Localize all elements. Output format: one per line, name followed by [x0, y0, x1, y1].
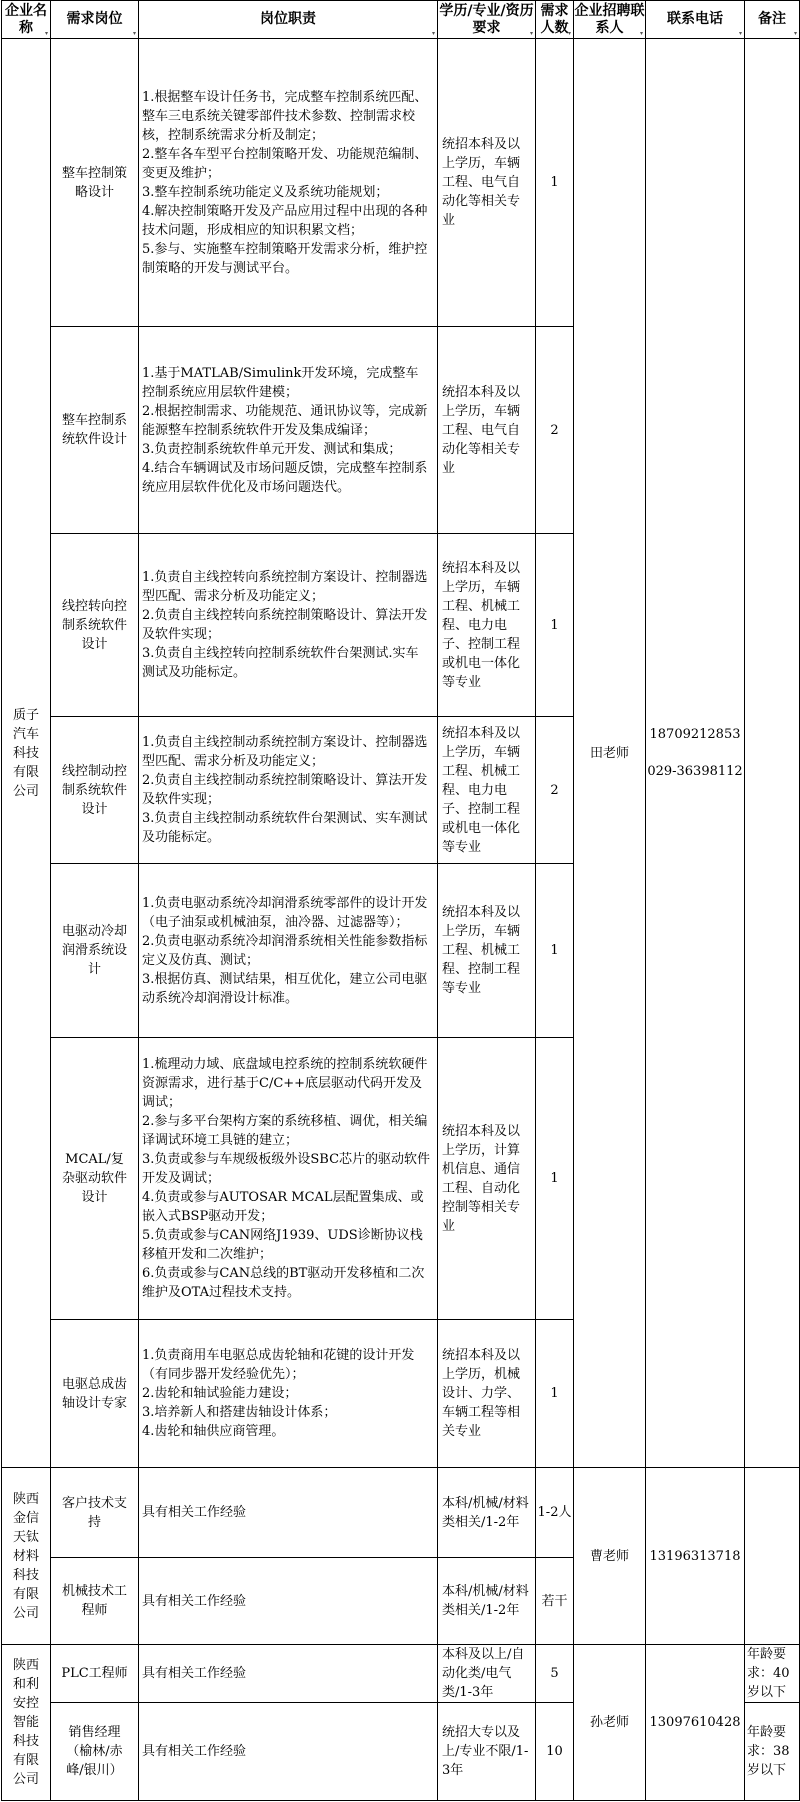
contact-cell: 曹老师	[574, 1468, 646, 1645]
count-cell: 1	[536, 1320, 574, 1468]
requirement-cell: 统招本科及以上学历，车辆工程、电气自动化等相关专业	[438, 39, 536, 327]
duty-item: 6.负责或参与CAN总线的BT驱动开发移植和二次维护及OTA过程技术支持。	[142, 1266, 425, 1300]
post-name: 整车控制策略设计	[51, 39, 139, 327]
duty-item: 1.基于MATLAB/Simulink开发环境，完成整车控制系统应用层软件建模；	[142, 365, 419, 400]
count-cell: 10	[536, 1703, 574, 1801]
requirement-cell: 统招大专以及上/专业不限/1-3年	[438, 1703, 536, 1801]
post-name: 线控制动控制系统软件设计	[51, 717, 139, 864]
count-cell: 2	[536, 327, 574, 534]
post-name: PLC工程师	[51, 1645, 139, 1703]
duties-cell	[139, 327, 438, 534]
duty-item: 2.负责自主线控转向系统控制策略设计、算法开发及软件实现；	[142, 608, 428, 642]
duty-item: 2.负责自主线控制动系统控制策略设计、算法开发及软件实现；	[142, 773, 428, 807]
post-name: 机械技术工程师	[51, 1558, 139, 1645]
header-duties[interactable]: 岗位职责 ▾	[139, 1, 438, 39]
duty-item: 2.整车各车型平台控制策略开发、功能规范编制、变更及维护；	[142, 146, 428, 181]
count-cell: 若干	[536, 1558, 574, 1645]
duties-cell	[139, 534, 438, 717]
duty-item: 4.解决控制策略开发及产品应用过程中出现的各种技术问题，形成相应的知识积累文档；	[142, 203, 428, 238]
phone-cell	[646, 1468, 745, 1645]
duty-item: 具有相关工作经验	[142, 1593, 247, 1609]
post-name: 电驱动冷却润滑系统设计	[51, 864, 139, 1038]
duties-cell	[139, 1038, 438, 1320]
duty-item: 具有相关工作经验	[142, 1505, 247, 1520]
phone-cell	[646, 1645, 745, 1801]
note-cell: 年龄要求：38岁以下	[745, 1703, 800, 1801]
phone-number: 029-36398112	[647, 764, 743, 779]
count-cell: 1	[536, 39, 574, 327]
table-row	[2, 39, 800, 327]
duty-item: 3.负责控制系统软件单元开发、测试和集成；	[142, 441, 402, 457]
duty-item: 3.负责或参与车规级板级外设SBC芯片的驱动软件开发及调试；	[142, 1152, 431, 1186]
header-post[interactable]: 需求岗位 ▾	[51, 1, 139, 39]
phone-number: 18709212853	[649, 727, 741, 742]
company-name: 陕西金信天钛材料科技有限公司	[2, 1468, 51, 1645]
post-name: 电驱总成齿轴设计专家	[51, 1320, 139, 1468]
header-requirements[interactable]: 学历/专业/资历要求 ▾	[439, 2, 534, 37]
duty-item: 2.齿轮和轴试验能力建设；	[142, 1386, 298, 1401]
post-name: 销售经理（榆林/赤峰/银川）	[51, 1703, 139, 1801]
note-cell: 年龄要求：40岁以下	[745, 1645, 800, 1703]
recruitment-table	[1, 0, 800, 1801]
requirement-cell: 本科/机械/材料类相关/1-2年	[438, 1558, 536, 1645]
count-cell: 1-2人	[536, 1468, 574, 1558]
duty-item: 3.培养新人和搭建齿轴设计体系；	[142, 1405, 337, 1420]
duties-cell	[139, 1320, 438, 1468]
phone-number: 13196313718	[649, 1548, 741, 1564]
duties-cell	[139, 717, 438, 864]
header-note[interactable]: 备注 ▾	[745, 1, 800, 39]
phone-number: 13097610428	[649, 1715, 741, 1730]
note-cell	[745, 1468, 800, 1645]
duty-item: 2.根据控制需求、功能规范、通讯协议等，完成新能源整车控制系统软件开发及集成编译；	[142, 403, 428, 438]
requirement-cell: 统招本科及以上学历，机械设计、力学、车辆工程等相关专业	[438, 1320, 536, 1468]
duty-item: 1.负责商用车电驱总成齿轮轴和花键的设计开发（有同步器开发经验优先）；	[142, 1348, 415, 1382]
post-name: 线控转向控制系统软件设计	[51, 534, 139, 717]
duty-item: 5.负责或参与CAN网络J1939、UDS诊断协议栈移植开发和二次维护；	[142, 1228, 423, 1262]
header-contact[interactable]: 企业招聘联系人 ▾	[574, 2, 645, 37]
duty-item: 3.负责自主线控转向控制系统软件台架测试.实车测试及功能标定。	[142, 646, 419, 680]
requirement-cell: 统招本科及以上学历，计算机信息、通信工程、自动化控制等相关专业	[438, 1038, 536, 1320]
requirement-cell: 本科/机械/材料类相关/1-2年	[438, 1468, 536, 1558]
count-cell: 1	[536, 534, 574, 717]
duty-item: 2.参与多平台架构方案的系统移植、调优，相关编译调试环境工具链的建立；	[142, 1114, 428, 1148]
duty-item: 4.齿轮和轴供应商管理。	[142, 1424, 285, 1439]
requirement-cell: 统招本科及以上学历，车辆工程、电气自动化等相关专业	[438, 327, 536, 534]
count-cell: 1	[536, 864, 574, 1038]
requirement-cell: 本科及以上/自动化类/电气类/1-3年	[438, 1645, 536, 1703]
duty-item: 具有相关工作经验	[142, 1666, 247, 1681]
requirement-cell: 统招本科及以上学历，车辆工程、机械工程、电力电子、控制工程或机电一体化等专业	[438, 534, 536, 717]
duty-item: 1.负责电驱动系统冷却润滑系统零部件的设计开发（电子油泵或机械油泵，油冷器、过滤器等）；	[142, 895, 428, 930]
duties-cell	[139, 39, 438, 327]
requirement-cell: 统招本科及以上学历，车辆工程、机械工程、电力电子、控制工程或机电一体化等专业	[438, 717, 536, 864]
requirement-cell: 统招本科及以上学历，车辆工程、机械工程、控制工程等专业	[438, 864, 536, 1038]
header-row	[2, 1, 800, 39]
duty-item: 4.负责或参与AUTOSAR MCAL层配置集成、或嵌入式BSP驱动开发；	[142, 1190, 424, 1224]
header-count[interactable]: 需求人数 ▾	[536, 1, 574, 39]
duty-item: 1.根据整车设计任务书，完成整车控制系统匹配、整车三电系统关键零部件技术参数、控制需求校核，控制系统需求分析及制定；	[142, 89, 428, 143]
duty-item: 3.整车控制系统功能定义及系统功能规划；	[142, 184, 389, 200]
duties-cell	[139, 1468, 438, 1558]
duties-cell	[139, 1558, 438, 1645]
duty-item: 5.参与、实施整车控制策略开发需求分析，维护控制策略的开发与测试平台。	[142, 241, 428, 276]
duty-item: 1.负责自主线控转向系统控制方案设计、控制器选型匹配、需求分析及功能定义；	[142, 570, 428, 604]
duty-item: 2.负责电驱动系统冷却润滑系统相关性能参数指标定义及仿真、测试；	[142, 933, 428, 968]
table-row	[2, 1468, 800, 1558]
duty-item: 1.梳理动力域、底盘域电控系统的控制系统软硬件资源需求，进行基于C/C++底层驱动代码开发及调试；	[142, 1057, 428, 1110]
company-name: 质子汽车科技有限公司	[2, 39, 51, 1468]
post-name: 整车控制系统软件设计	[51, 327, 139, 534]
phone-cell	[646, 39, 745, 1468]
contact-cell: 田老师	[574, 39, 646, 1468]
duty-item: 1.负责自主线控制动系统控制方案设计、控制器选型匹配、需求分析及功能定义；	[142, 735, 428, 769]
duties-cell	[139, 1645, 438, 1703]
company-name: 陕西和利安控智能科技有限公司	[2, 1645, 51, 1801]
count-cell: 2	[536, 717, 574, 864]
count-cell: 1	[536, 1038, 574, 1320]
note-cell	[745, 39, 800, 1468]
header-phone[interactable]: 联系电话 ▾	[646, 1, 745, 39]
duties-cell	[139, 1703, 438, 1801]
contact-cell: 孙老师	[574, 1645, 646, 1801]
count-cell: 5	[536, 1645, 574, 1703]
duty-item: 4.结合车辆调试及市场问题反馈，完成整车控制系统应用层软件优化及市场问题迭代。	[142, 460, 428, 495]
post-name: MCAL/复杂驱动软件设计	[51, 1038, 139, 1320]
duty-item: 3.负责自主线控制动系统软件台架测试、实车测试及功能标定。	[142, 811, 428, 845]
post-name: 客户技术支持	[51, 1468, 139, 1558]
duties-cell	[139, 864, 438, 1038]
duty-item: 具有相关工作经验	[142, 1744, 247, 1759]
duty-item: 3.根据仿真、测试结果，相互优化，建立公司电驱动系统冷却润滑设计标准。	[142, 971, 428, 1006]
table-row	[2, 1645, 800, 1703]
header-company[interactable]: 企业名称 ▾	[2, 1, 51, 39]
